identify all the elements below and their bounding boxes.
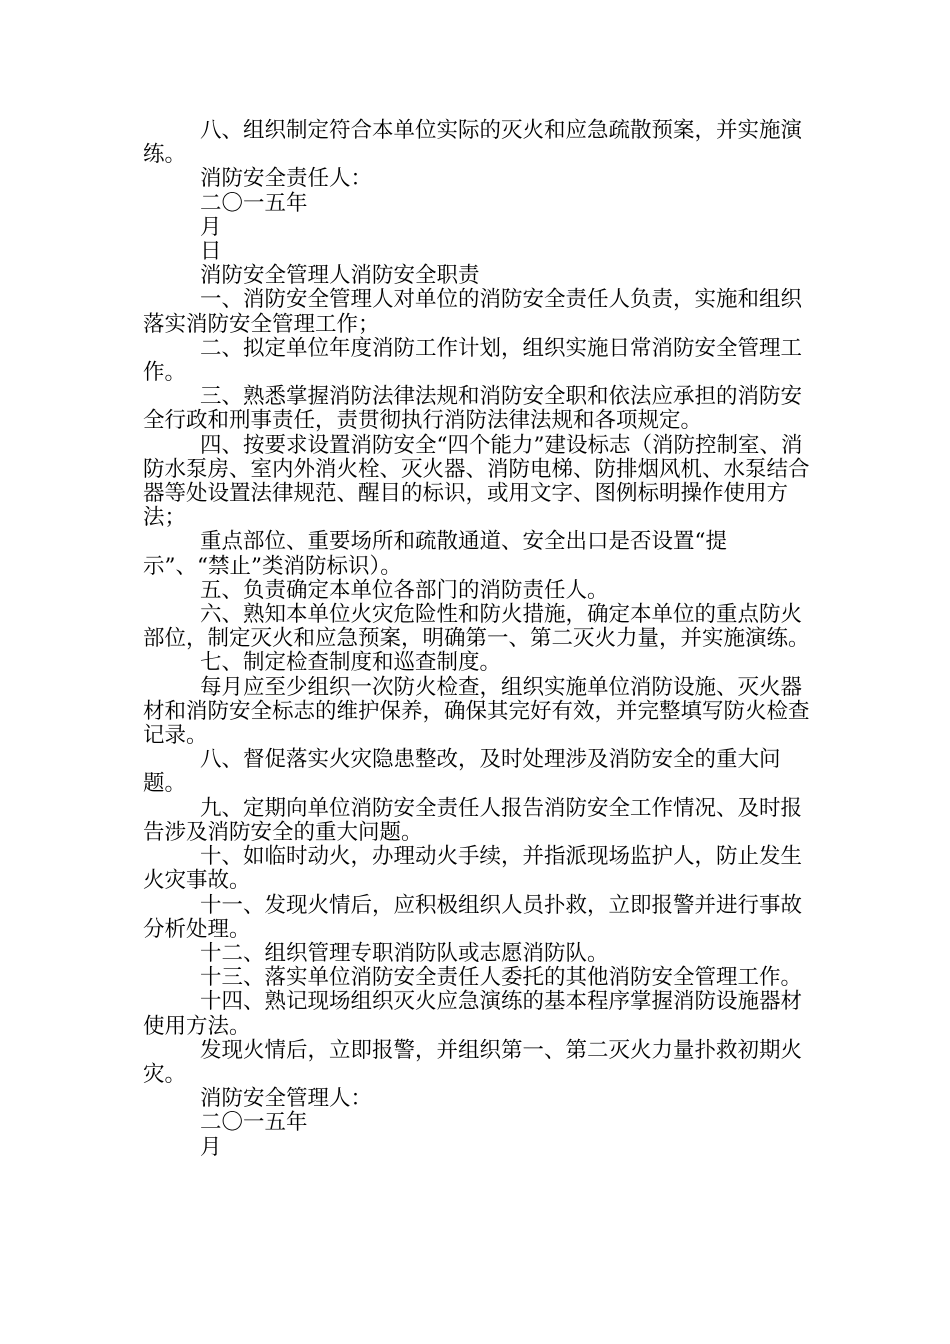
duty-item-7: 七、制定检查制度和巡查制度。	[200, 650, 502, 676]
document-body	[143, 119, 811, 1160]
section-heading-manager-duties: 消防安全管理人消防安全职责	[200, 263, 480, 289]
duty-item-14: 十四、熟记现场组织灭火应急演练的基本程序掌握消防设施器材使用方法。	[143, 989, 803, 1039]
duty-item-10: 十、如临时动火，办理动火手续，并指派现场监护人，防止发生火灾事故。	[143, 844, 803, 894]
signature-label-responsible-person: 消防安全责任人：	[200, 166, 373, 192]
signature-year-2: 二〇一五年	[200, 1110, 308, 1136]
duty-item-14-continued: 发现火情后，立即报警，并组织第一、第二灭火力量扑救初期火灾。	[143, 1037, 803, 1087]
duty-item-2: 二、拟定单位年度消防工作计划，组织实施日常消防安全管理工作。	[143, 335, 803, 386]
duty-item-11: 十一、发现火情后，应积极组织人员扑救，立即报警并进行事故分析处理。	[143, 892, 803, 942]
duty-item-4: 四、按要求设置消防安全“四个能力”建设标志（消防控制室、消防水泵房、室内外消火栓、灭火器、消防电梯、防排烟风机、水泵结合器等处设置法律规范、醒目的标识，或用文字、图例标明操作使用方法；	[143, 432, 810, 531]
duty-item-5: 五、负责确定本单位各部门的消防责任人。	[200, 577, 609, 603]
duty-item-7-continued: 每月应至少组织一次防火检查，组织实施单位消防设施、灭火器材和消防安全标志的维护保养，确保其完好有效，并完整填写防火检查记录。	[143, 674, 810, 749]
paragraph-item-8-drill: 八、组织制定符合本单位实际的灭火和应急疏散预案，并实施演练。	[143, 118, 803, 168]
duty-item-9: 九、定期向单位消防安全责任人报告消防安全工作情况、及时报告涉及消防安全的重大问题。	[143, 795, 803, 845]
duty-item-4-continued: 重点部位、重要场所和疏散通道、安全出口是否设置“提示”、“禁止”类消防标识）。	[143, 529, 727, 579]
signature-year: 二〇一五年	[200, 190, 308, 216]
signature-label-manager: 消防安全管理人：	[200, 1086, 373, 1112]
signature-month: 月	[200, 214, 222, 240]
duty-item-3: 三、熟悉掌握消防法律法规和消防安全职和依法应承担的消防安全行政和刑事责任，责贯彻执行消防法律法规和各项规定。	[143, 384, 803, 434]
signature-month-2: 月	[200, 1134, 222, 1160]
duty-item-1: 一、消防安全管理人对单位的消防安全责任人负责，实施和组织落实消防安全管理工作；	[143, 287, 803, 337]
duty-item-6: 六、熟知本单位火灾危险性和防火措施，确定本单位的重点防火部位，制定灭火和应急预案，明确第一、第二灭火力量，并实施演练。	[143, 602, 810, 652]
duty-item-8: 八、督促落实火灾隐患整改，及时处理涉及消防安全的重大问题。	[143, 747, 781, 797]
duty-item-13: 十三、落实单位消防安全责任人委托的其他消防安全管理工作。	[200, 965, 803, 991]
signature-day: 日	[200, 239, 222, 265]
duty-item-12: 十二、组织管理专职消防队或志愿消防队。	[200, 940, 609, 966]
